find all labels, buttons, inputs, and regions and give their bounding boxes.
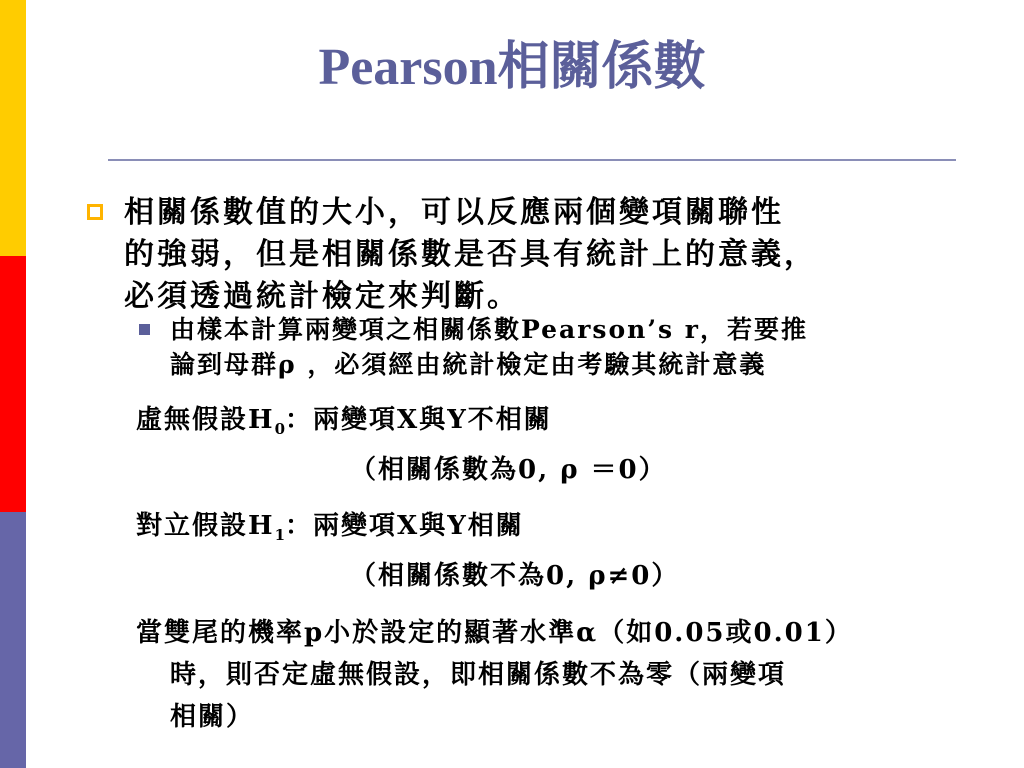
conclusion-paragraph (136, 612, 853, 738)
bullet-paragraph-1 (124, 192, 964, 318)
h0-subscript: 0 (274, 420, 286, 438)
slide-title: Pearson相關係數 (318, 39, 706, 96)
bullet1-line-2: 的強弱，但是相關係數是否具有統計上的意義， (124, 237, 817, 272)
title-divider (108, 159, 956, 161)
hollow-square-bullet-icon (87, 204, 103, 220)
bullet2-line-1: 由樣本計算兩變項之相關係數Pearson’s r，若要推 (170, 315, 808, 344)
h1-subscript: 1 (274, 526, 286, 544)
alternative-hypothesis (136, 508, 524, 553)
h0-prefix: 虛無假設H (136, 405, 275, 435)
conclusion-line-3: 相關） (170, 702, 255, 732)
h0-suffix: ：兩變項X與Y不相關 (285, 405, 552, 435)
null-hypothesis-note: （相關係數為0, ρ ＝0） (350, 455, 667, 485)
null-hypothesis (136, 402, 552, 447)
h1-suffix: ：兩變項X與Y相關 (285, 511, 524, 541)
bullet1-line-1: 相關係數值的大小，可以反應兩個變項關聯性 (124, 195, 784, 230)
bullet2-line-2: 論到母群ρ ，必須經由統計檢定由考驗其統計意義 (170, 350, 767, 379)
alternative-hypothesis-note: （相關係數不為0, ρ≠0） (350, 561, 680, 591)
filled-square-bullet-icon (139, 324, 150, 335)
h1-prefix: 對立假設H (136, 511, 275, 541)
sub-bullet-paragraph (170, 312, 808, 382)
conclusion-line-1: 當雙尾的機率p小於設定的顯著水準α（如0.05或0.01） (136, 618, 853, 648)
side-bar-yellow (0, 0, 26, 256)
conclusion-line-2: 時，則否定虛無假設，即相關係數不為零（兩變項 (170, 660, 787, 690)
bullet1-line-3: 必須透過統計檢定來判斷。 (124, 279, 520, 314)
side-bar-blue (0, 512, 26, 768)
side-bar-red (0, 256, 26, 512)
